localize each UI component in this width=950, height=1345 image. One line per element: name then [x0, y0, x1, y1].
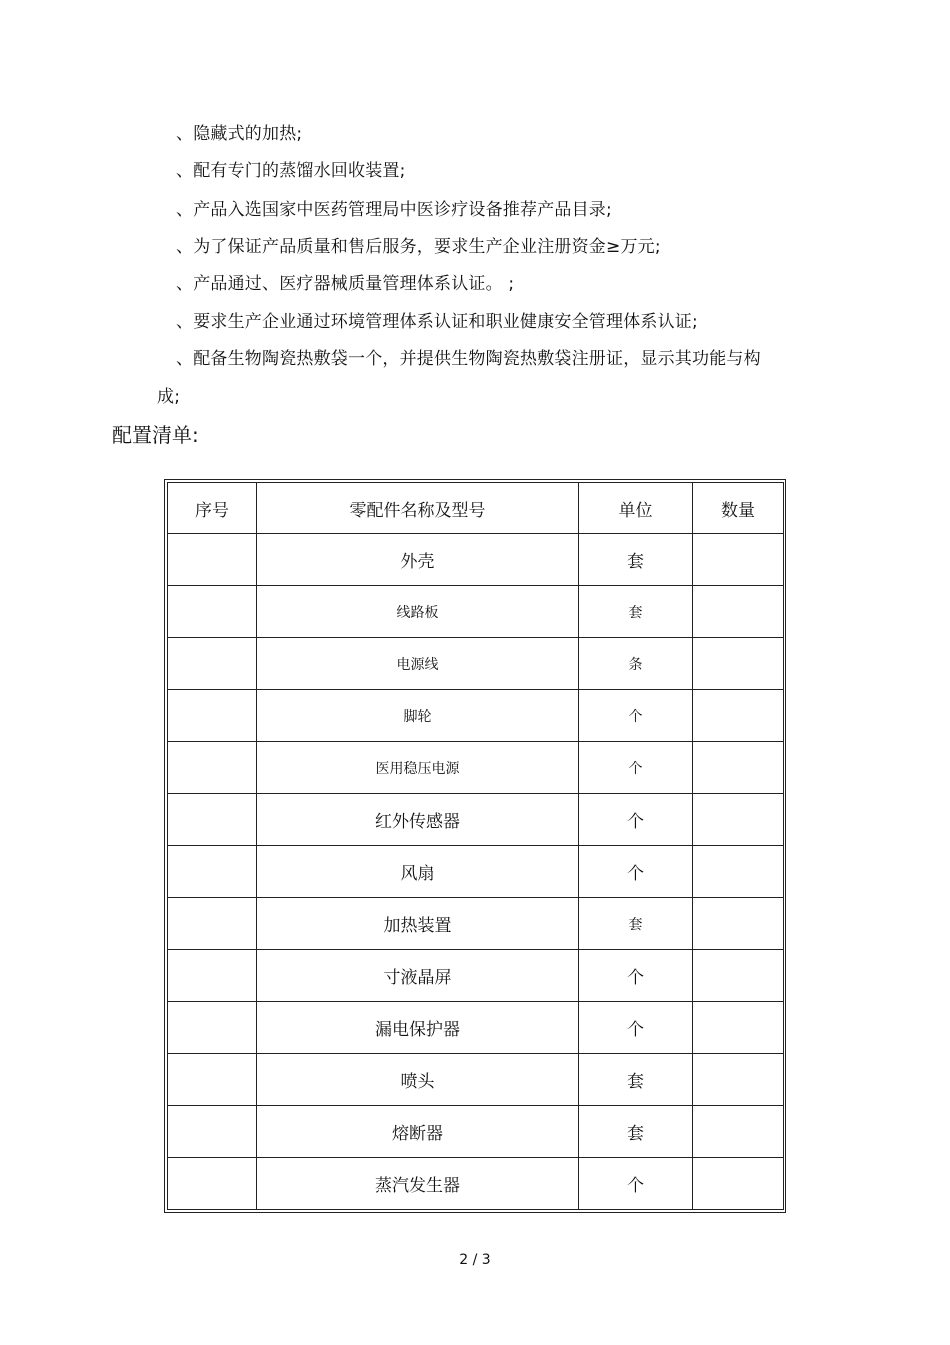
table-row — [168, 1054, 784, 1106]
cell-quantity — [693, 586, 784, 638]
cell-part-name: 喷头 — [257, 1054, 579, 1106]
cell-part-name: 医用稳压电源 — [257, 742, 579, 794]
cell-unit: 套 — [579, 586, 693, 638]
table-row — [168, 690, 784, 742]
bullet-item: 、隐藏式的加热; — [176, 124, 303, 144]
cell-unit: 套 — [579, 898, 693, 950]
bullet-item-continuation: 成; — [157, 387, 181, 407]
header-part-name: 零配件名称及型号 — [257, 483, 579, 534]
bullet-item: 、要求生产企业通过环境管理体系认证和职业健康安全管理体系认证; — [176, 312, 698, 332]
cell-index — [168, 690, 257, 742]
cell-index — [168, 950, 257, 1002]
table-row — [168, 534, 784, 586]
table-row — [168, 1158, 784, 1210]
cell-unit: 套 — [579, 1054, 693, 1106]
cell-quantity — [693, 1002, 784, 1054]
cell-index — [168, 742, 257, 794]
cell-unit: 套 — [579, 1106, 693, 1158]
config-table-frame — [164, 479, 786, 1213]
section-heading: 配置清单: — [112, 423, 199, 447]
cell-part-name: 寸液晶屏 — [257, 950, 579, 1002]
bullet-item: 、配有专门的蒸馏水回收装置; — [176, 161, 406, 181]
cell-part-name: 熔断器 — [257, 1106, 579, 1158]
table-row — [168, 794, 784, 846]
cell-part-name: 外壳 — [257, 534, 579, 586]
cell-part-name: 脚轮 — [257, 690, 579, 742]
cell-index — [168, 898, 257, 950]
table-row — [168, 586, 784, 638]
cell-unit: 个 — [579, 1158, 693, 1210]
cell-unit: 套 — [579, 534, 693, 586]
table-row — [168, 638, 784, 690]
cell-quantity — [693, 898, 784, 950]
cell-part-name: 电源线 — [257, 638, 579, 690]
table-header-row — [168, 483, 784, 534]
cell-index — [168, 1158, 257, 1210]
cell-quantity — [693, 742, 784, 794]
table-row — [168, 1002, 784, 1054]
cell-unit: 个 — [579, 794, 693, 846]
cell-quantity — [693, 690, 784, 742]
header-index: 序号 — [168, 483, 257, 534]
cell-index — [168, 846, 257, 898]
bullet-item: 、配备生物陶瓷热敷袋一个，并提供生物陶瓷热敷袋注册证，显示其功能与构 — [176, 349, 761, 369]
table-row — [168, 898, 784, 950]
cell-unit: 个 — [579, 742, 693, 794]
cell-part-name: 蒸汽发生器 — [257, 1158, 579, 1210]
cell-part-name: 风扇 — [257, 846, 579, 898]
cell-index — [168, 638, 257, 690]
header-unit: 单位 — [579, 483, 693, 534]
cell-index — [168, 1002, 257, 1054]
cell-quantity — [693, 1054, 784, 1106]
bullet-item: 、产品入选国家中医药管理局中医诊疗设备推荐产品目录; — [176, 200, 612, 220]
table-row — [168, 950, 784, 1002]
table-row — [168, 1106, 784, 1158]
cell-part-name: 漏电保护器 — [257, 1002, 579, 1054]
cell-part-name: 红外传感器 — [257, 794, 579, 846]
cell-unit: 条 — [579, 638, 693, 690]
cell-unit: 个 — [579, 846, 693, 898]
bullet-item: 、为了保证产品质量和售后服务，要求生产企业注册资金≥万元; — [176, 237, 661, 257]
cell-quantity — [693, 534, 784, 586]
cell-index — [168, 586, 257, 638]
page-number: 2 / 3 — [459, 1252, 491, 1268]
cell-quantity — [693, 1106, 784, 1158]
cell-part-name: 加热装置 — [257, 898, 579, 950]
cell-quantity — [693, 1158, 784, 1210]
cell-quantity — [693, 846, 784, 898]
cell-index — [168, 534, 257, 586]
config-table — [167, 482, 784, 1210]
cell-index — [168, 1106, 257, 1158]
cell-quantity — [693, 794, 784, 846]
table-row — [168, 846, 784, 898]
cell-index — [168, 794, 257, 846]
cell-unit: 个 — [579, 950, 693, 1002]
header-quantity: 数量 — [693, 483, 784, 534]
cell-part-name: 线路板 — [257, 586, 579, 638]
cell-unit: 个 — [579, 1002, 693, 1054]
cell-quantity — [693, 950, 784, 1002]
cell-unit: 个 — [579, 690, 693, 742]
bullet-item: 、产品通过、医疗器械质量管理体系认证。 ; — [176, 274, 515, 294]
cell-index — [168, 1054, 257, 1106]
cell-quantity — [693, 638, 784, 690]
table-row — [168, 742, 784, 794]
